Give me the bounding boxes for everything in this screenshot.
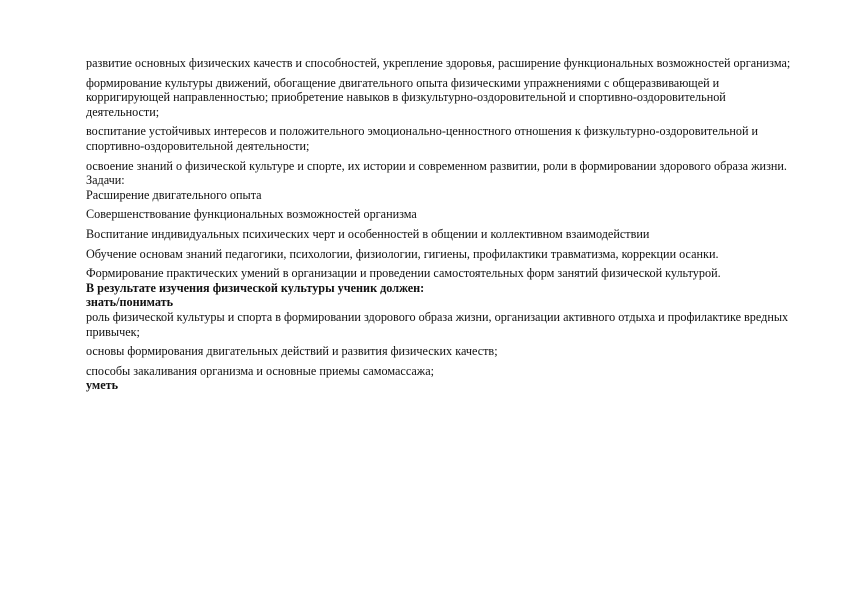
know-heading: знать/понимать: [86, 295, 174, 310]
result-heading: В результате изучения физической культуры ученик должен:: [86, 280, 425, 295]
goal-paragraph: формирование культуры движений, обогащение двигательного опыта физическими упражнениями с общеразвивающей и корригирующей направленностью; приобретение навыков в физкультурно-оздоровительной и спортивно-оздоровительной деятельности;: [86, 75, 726, 119]
tasks-heading: Задачи:: [86, 173, 125, 188]
know-item: роль физической культуры и спорта в формировании здорового образа жизни, организации активного отдыха и профилактике вредных привычек;: [86, 309, 789, 339]
task-item: Расширение двигательного опыта: [86, 187, 262, 202]
task-item: Совершенствование функциональных возможностей организма: [86, 207, 417, 222]
document-body: [86, 56, 802, 393]
know-item: основы формирования двигательных действий и развития физических качеств;: [86, 344, 498, 359]
know-item: способы закаливания организма и основные приемы самомассажа;: [86, 363, 434, 378]
goal-paragraph: воспитание устойчивых интересов и положительного эмоционально-ценностного отношения к физкультурно-оздоровительной и спортивно-оздоровительной деятельности;: [86, 124, 759, 153]
goal-paragraph: развитие основных физических качеств и способностей, укрепление здоровья, расширение функциональных возможностей организма;: [86, 56, 791, 70]
goal-paragraph: освоение знаний о физической культуре и спорте, их истории и современном развитии, роли в формировании здорового образа жизни.: [86, 158, 787, 173]
task-item: Формирование практических умений в организации и проведении самостоятельных форм занятий физической культурой.: [86, 266, 721, 281]
task-item: Воспитание индивидуальных психических черт и особенностей в общении и коллективном взаимодействии: [86, 226, 650, 241]
can-heading: уметь: [86, 378, 119, 393]
task-item: Обучение основам знаний педагогики, психологии, физиологии, гигиены, профилактики травматизма, коррекции осанки.: [86, 246, 719, 261]
